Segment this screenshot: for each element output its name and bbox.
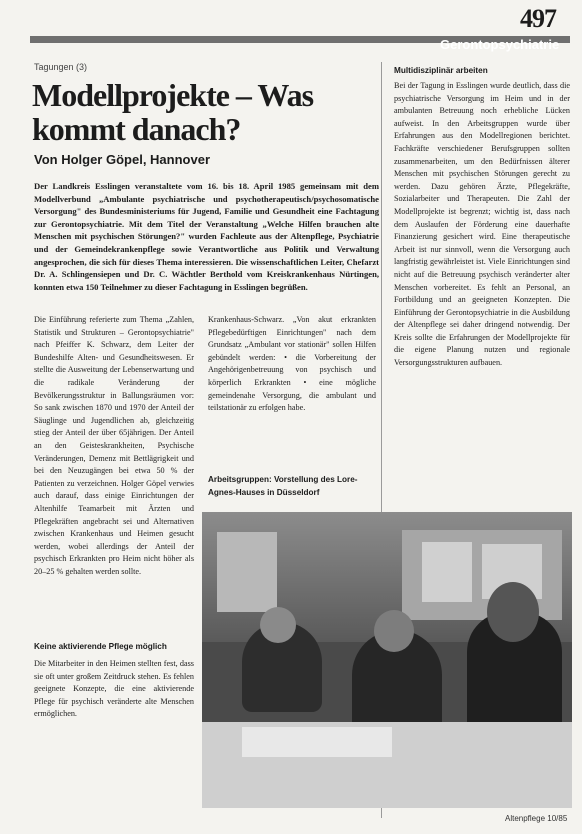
page-number: 497 xyxy=(520,4,556,33)
article-title: Modellprojekte – Was kommt danach? xyxy=(32,77,314,147)
column-2-text: Krankenhaus-Schwarz. „Von akut erkrankten Pflegebedürftigen Einrichtungen" nach dem Grundsatz „Ambulant vor stationär" sollen Hilfen gebündelt werden: • die Vorbereitung der Angehörigenbetreuung von psychisch und körperlich Erkrankten • eine mögliche gemeindenahe Versorgung, die ambulant und teilstationär zu erfolgen habe. xyxy=(208,315,376,413)
credit: Altenpflege 10/85 xyxy=(505,814,568,823)
column-1-text: Die Einführung referierte zum Thema „Zahlen, Statistik und Strukturen – Gerontopsychiatrie" nach Pfeiffer K. Schwarz, dem Leiter der Bundeshilfe Alten- und Gesundheitswesen. Er stellte die Ausweitung der Lebenserwartung und die radikale Veränderung der Bevölkerungsstruktur in Ballungsräumen vor: So sank zwischen 1870 und 1970 der Anteil der Säuglinge und Jugendlichen ab, gleichzeitig stieg der Anteil der über 65jährigen. Der Anteil an den Geisteskrankheiten, Psychische Veränderungen, Demenz mit Bettlägrigkeit und bei den Neuzugängen bei etwa 50 % der Patienten zu verzeichnen. Holger Göpel verwies auch darauf, dass einige Einrichtungen der Altenhilfe Teamarbeit mit Ärzten und Pflegekräften angebracht sei und Alternativen zwischen Krankenhaus und Heimen gesucht werden, wobei allerdings der Anteil der psychisch Erkrankten pro Heim nicht höher als 20–25 % gehalten werden sollte. xyxy=(34,315,194,576)
author-line: Von Holger Göpel, Hannover xyxy=(34,152,211,167)
column-1b-text: Die Mitarbeiter in den Heimen stellten fest, dass sie oft unter großem Zeitdruck stehen. Es fehlen geeignete Konzepte, die eine aktivierende Pflege für psychisch veränderte alte Menschen ermöglichen. xyxy=(34,659,194,719)
intro-paragraph: Der Landkreis Esslingen veranstaltete vom 16. bis 18. April 1985 gemeinsam mit dem Modellverbund „Ambulante psychiatrische und psychotherapeutisch/psychosomatische Versorgung" des Bundesministeriums für Jugend, Familie und Gesundheit eine Fachtagung zur Gerontopsychiatrie. Mit dem Titel der Veranstaltung „Welche Hilfen brauchen alte Menschen mit psychischen Störungen?" wurden Fachleute aus der Altenpflege, Psychiatrie und der Gemeindekrankenpflege sowie Verantwortliche aus Politik und Verwaltung angesprochen, die sich für dieses Thema interessieren. Die wissenschaftlichen Leiter, Chefarzt Dr. A. Schlingensiepen und Dr. C. Wächtler Berthold vom Kreiskrankenhaus Nürtingen, konnten etwa 150 Teilnehmer zu dieser Fachtagung in Esslingen begrüßen. xyxy=(34,181,379,292)
group-photo xyxy=(202,512,572,808)
kicker: Tagungen (3) xyxy=(34,62,88,72)
subhead-col1: Keine aktivierende Pflege möglich xyxy=(34,642,167,651)
column-3-text: Bei der Tagung in Esslingen wurde deutlich, dass die psychiatrische Versorgung im Heim und in der ambulanten Betreuung noch erhebliche Lücken aufweist. In den Arbeitsgruppen wurde über Erfahrungen aus den Modellregionen berichtet. Fachkräfte verschiedener Berufsgruppen sollten zusammenarbeiten, um den Bedürfnissen älterer Menschen mit psychischen Störungen gerecht zu werden. Dazu gehören Ärzte, Pflegekräfte, Sozialarbeiter und Therapeuten. Die Zahl der Modellprojekte ist begrenzt; wichtig ist, dass nach dem Auslaufen der Förderung eine dauerhafte Finanzierung gesichert wird. Eine therapeutische Arbeit ist nur sinnvoll, wenn die Versorgung auch langfristig gewährleistet ist. Viele Einrichtungen sind nicht auf die Betreuung psychisch veränderter alter Menschen vorbereitet. Es fehlt an Personal, an Fortbildung und an geeigneten Konzepten. Die Einführung der Gerontopsychiatrie in die Ausbildung der Altenpflege sei daher dringend notwendig. Der Kreis sollte die Erfahrungen der Modellprojekte für die eigene Planung nutzen und regionale Versorgungsstrukturen aufbauen. xyxy=(394,81,570,368)
subhead-col3: Multidisziplinär arbeiten xyxy=(394,66,488,75)
photo-caption: Arbeitsgruppen: Vorstellung des Lore-Agnes-Hauses in Düsseldorf xyxy=(208,475,358,497)
section-title: Gerontopsychiatrie xyxy=(440,37,560,52)
